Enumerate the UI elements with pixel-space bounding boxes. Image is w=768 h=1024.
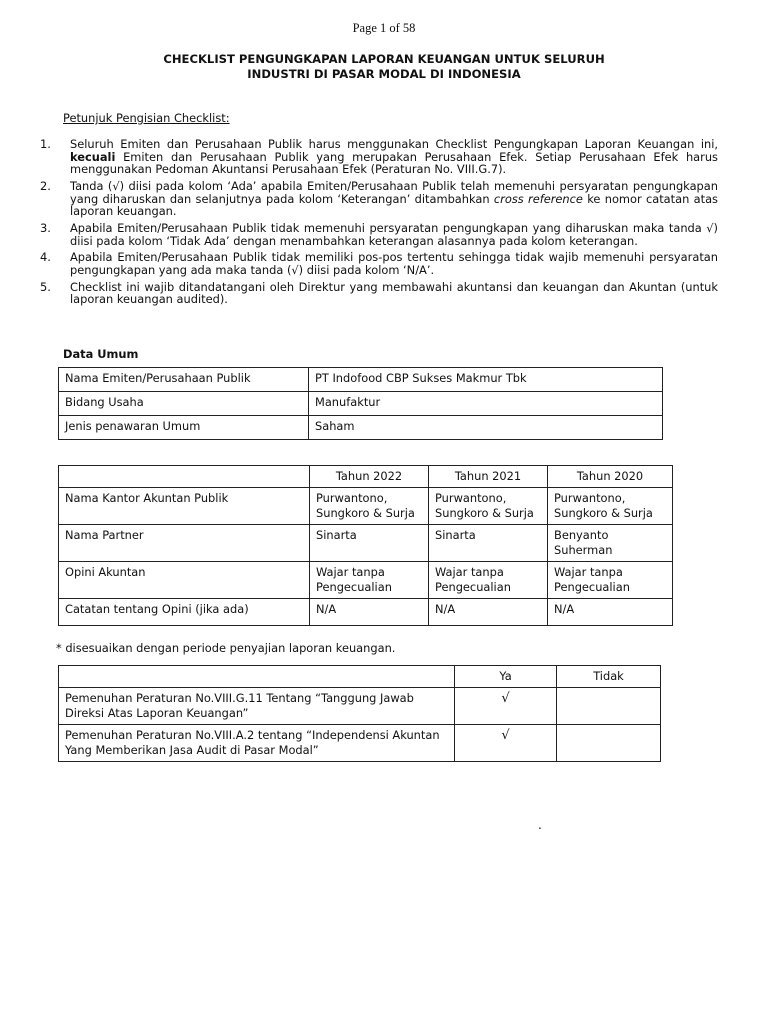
instruction-item [40,180,718,218]
cell-value: Wajar tanpa Pengecualian [429,562,548,599]
row-value: PT Indofood CBP Sukses Makmur Tbk [309,368,663,392]
row-value: Saham [309,416,663,440]
cell-value: Sinarta [429,525,548,562]
document-title [0,52,768,82]
year-header: Tahun 2022 [310,466,429,488]
cell-value: Wajar tanpa Pengecualian [548,562,673,599]
table-row [59,599,673,626]
page-number: Page 1 of 58 [352,21,416,35]
year-header: Tahun 2020 [548,466,673,488]
table-row [59,392,663,416]
instruction-text: Tanda (√) diisi pada kolom ‘Ada’ apabila Emiten/Perusahaan Publik telah memenuhi persyaratan pengungkapan yang diharuskan dan selanjutnya pada kolom ‘Keterangan’ ditambahkan cross reference ke nomor catatan atas laporan keuangan. [70,178,718,219]
instruction-text: Apabila Emiten/Perusahaan Publik tidak memiliki pos-pos tertentu sehingga tidak wajib memenuhi persyaratan pengungkapan yang ada maka tanda (√) diisi pada kolom ‘N/A’. [70,250,718,277]
checkmark-icon: √ [455,725,557,762]
cell-value: N/A [548,599,673,626]
row-label: Jenis penawaran Umum [59,416,309,440]
row-label: Nama Partner [59,525,310,562]
instruction-number: 1. [40,137,51,151]
table-row [59,562,673,599]
table-header-row [59,666,661,688]
instruction-number: 4. [40,250,51,265]
table-row [59,688,661,725]
title-line-2: INDUSTRI DI PASAR MODAL DI INDONESIA [247,67,521,81]
instruction-number: 3. [40,220,51,235]
empty-header-cell [59,666,455,688]
cell-value: N/A [429,599,548,626]
cell-value: N/A [310,599,429,626]
table-row [59,725,661,762]
instruction-item [40,222,718,247]
table-row [59,525,673,562]
ya-header: Ya [455,666,557,688]
row-value: Manufaktur [309,392,663,416]
instruction-text: Seluruh Emiten dan Perusahaan Publik harus menggunakan Checklist Pengungkapan Laporan Keuangan ini, kecuali Emiten dan Perusahaan Publik yang merupakan Perusahaan Efek. Setiap Perusahaan Efek harus menggunakan Pedoman Akuntansi Perusahaan Efek (Peraturan No. VIII.G.7). [70,137,718,177]
compliance-table [58,665,661,762]
tidak-header: Tidak [557,666,661,688]
instruction-number: 2. [40,178,51,193]
instruction-number: 5. [40,279,51,294]
data-umum-table [58,367,663,440]
row-label: Nama Kantor Akuntan Publik [59,488,310,525]
cell-value: Purwantono, Sungkoro & Surja [429,488,548,525]
table-row [59,368,663,392]
stray-mark: . [538,818,542,832]
table-header-row [59,466,673,488]
instruction-item [40,138,718,176]
checkmark-icon: √ [455,688,557,725]
table-row [59,488,673,525]
row-label: Pemenuhan Peraturan No.VIII.G.11 Tentang “Tanggung Jawab Direksi Atas Laporan Keuangan” [59,688,455,725]
row-label: Pemenuhan Peraturan No.VIII.A.2 tentang “Independensi Akuntan Yang Memberikan Jasa Audit di Pasar Modal” [59,725,455,762]
instruction-text: Apabila Emiten/Perusahaan Publik tidak memenuhi persyaratan pengungkapan yang diharuskan maka tanda √) diisi pada kolom ‘Tidak Ada’ dengan menambahkan keterangan alasannya pada kolom keterangan. [70,220,718,248]
title-line-1: CHECKLIST PENGUNGKAPAN LAPORAN KEUANGAN UNTUK SELURUH [163,52,605,66]
cell-value: Purwantono, Sungkoro & Surja [548,488,673,525]
row-label: Catatan tentang Opini (jika ada) [59,599,310,626]
instruction-item [40,281,718,306]
data-umum-heading: Data Umum [63,347,139,361]
cell-value: Sinarta [310,525,429,562]
year-header: Tahun 2021 [429,466,548,488]
instruction-item [40,251,718,276]
instruction-text: Checklist ini wajib ditandatangani oleh Direktur yang membawahi akuntansi dan keuangan dan Akuntan (untuk laporan keuangan audited). [70,279,718,307]
cell-value [557,688,661,725]
instructions-heading: Petunjuk Pengisian Checklist: [63,111,230,125]
row-label: Bidang Usaha [59,392,309,416]
instructions-list [40,138,718,310]
cell-value: Wajar tanpa Pengecualian [310,562,429,599]
cell-value [557,725,661,762]
cell-value: Benyanto Suherman [548,525,673,562]
footnote: * disesuaikan dengan periode penyajian laporan keuangan. [56,641,396,655]
empty-header-cell [59,466,310,488]
auditor-table [58,465,673,626]
row-label: Nama Emiten/Perusahaan Publik [59,368,309,392]
table-row [59,416,663,440]
cell-value: Purwantono, Sungkoro & Surja [310,488,429,525]
row-label: Opini Akuntan [59,562,310,599]
